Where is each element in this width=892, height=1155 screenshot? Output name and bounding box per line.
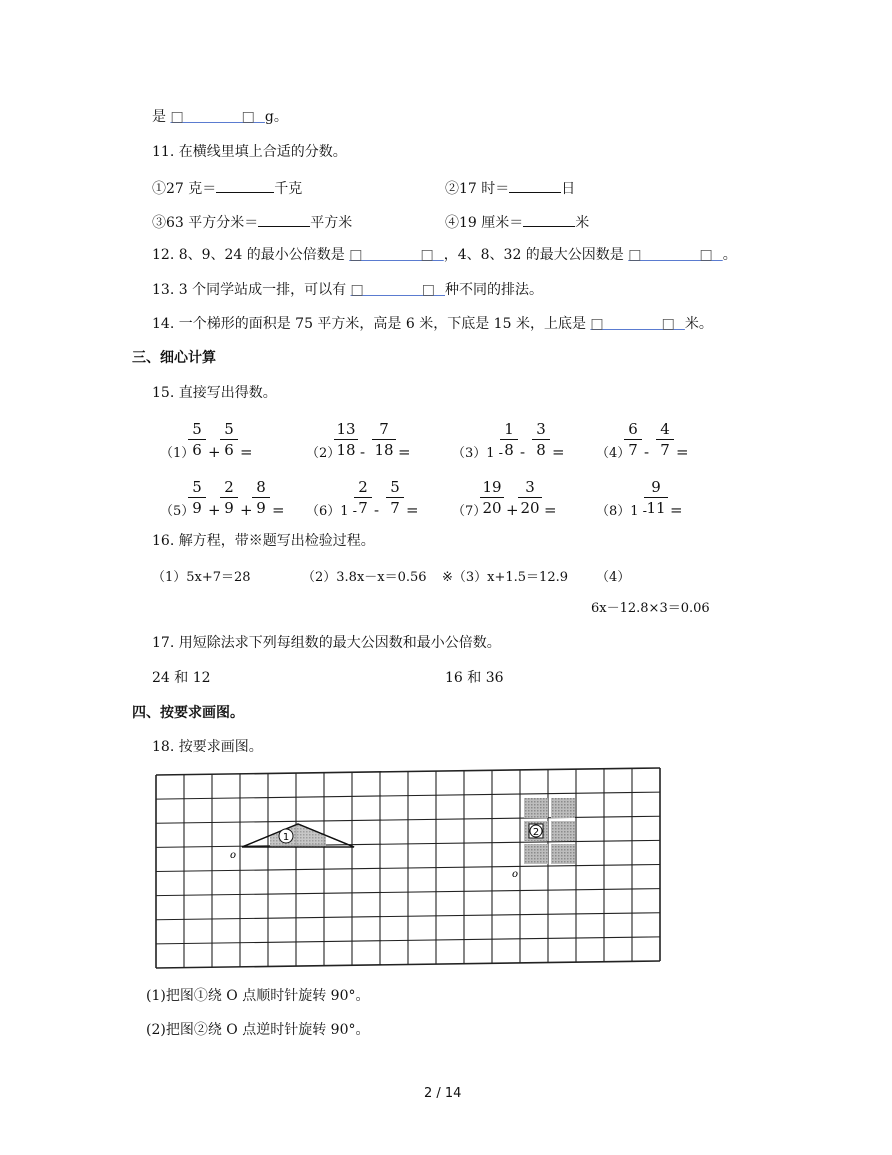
shape-2-cell xyxy=(551,844,575,864)
q16-eq-3: ※（3）x+1.5＝12.9 xyxy=(442,570,569,585)
fraction-denominator: 9 xyxy=(256,499,266,517)
q11-item-unit: 平方米 xyxy=(310,215,353,231)
equals-sign: = xyxy=(240,443,253,461)
q17-title: 17. 用短除法求下列每组数的最大公因数和最小公倍数。 xyxy=(152,635,501,651)
fraction-denominator: 18 xyxy=(336,441,356,459)
q11-item-unit: 千克 xyxy=(274,181,303,197)
q15-item-label: （7） xyxy=(452,504,487,519)
equals-sign: = xyxy=(544,501,557,519)
fraction-denominator: 7 xyxy=(358,499,368,517)
fraction-denominator: 9 xyxy=(192,499,202,517)
fraction-bar xyxy=(354,497,372,498)
equals-sign: = xyxy=(552,443,565,461)
q15-item-label: （2） xyxy=(306,446,341,461)
shape-2-cell xyxy=(524,798,548,818)
q11-item-4 xyxy=(445,212,589,232)
fraction-denominator: 8 xyxy=(536,441,546,459)
equals-sign: = xyxy=(676,443,689,461)
fraction-bar xyxy=(500,439,518,440)
q14-text-a: 14. 一个梯形的面积是 75 平方米，高是 6 米，下底是 15 米，上底是 xyxy=(152,316,586,332)
q15-item-label: （1） xyxy=(160,446,195,461)
fraction-numerator: 1 xyxy=(504,420,514,438)
operator: + xyxy=(208,443,221,461)
section-heading-4: 四、按要求画图。 xyxy=(132,705,244,721)
q14 xyxy=(152,315,713,333)
operator: + xyxy=(208,501,221,519)
q16-eq-2: （2）3.8x－x＝0.56 xyxy=(302,570,427,585)
q16-eq-4-label: （4） xyxy=(596,570,631,585)
shape-1-fill xyxy=(270,824,326,847)
fraction-numerator: 5 xyxy=(390,478,400,496)
answer-box[interactable]: □ □ xyxy=(349,247,444,263)
fraction-bar xyxy=(334,439,358,440)
fraction-denominator: 7 xyxy=(628,441,638,459)
q17-pair-a: 24 和 12 xyxy=(152,670,211,686)
answer-box[interactable]: □ □ xyxy=(170,109,265,125)
equals-sign: = xyxy=(406,501,419,519)
q12 xyxy=(152,246,737,264)
q11-title: 11. 在横线里填上合适的分数。 xyxy=(152,144,347,160)
operator: - xyxy=(520,443,526,461)
q13-text-a: 13. 3 个同学站成一排，可以有 xyxy=(152,282,347,298)
equals-sign: = xyxy=(670,501,683,519)
section-heading-3: 三、细心计算 xyxy=(132,350,216,366)
fraction-bar xyxy=(518,497,542,498)
shape-1-label: 1 xyxy=(282,832,290,843)
fraction-denominator: 9 xyxy=(224,499,234,517)
q15-item-label: （4） xyxy=(596,446,631,461)
operator: - xyxy=(374,501,380,519)
grid-figure xyxy=(150,765,666,971)
fraction-numerator: 19 xyxy=(482,478,502,496)
fraction-bar xyxy=(656,439,674,440)
fraction-bar xyxy=(386,497,404,498)
operator: - xyxy=(360,443,366,461)
q16-title: 16. 解方程，带※题写出检验过程。 xyxy=(152,533,375,549)
fraction-bar xyxy=(624,439,642,440)
q15-item-label: （3）1 - xyxy=(452,446,504,461)
q11-item-text: ①27 克＝ xyxy=(152,181,217,197)
q16-eq-1: （1）5x+7＝28 xyxy=(152,570,251,585)
fraction-bar xyxy=(188,439,206,440)
q11-item-text: ③63 平方分米＝ xyxy=(152,215,259,231)
q12-text-c: 。 xyxy=(722,247,737,263)
fraction-numerator: 6 xyxy=(628,420,638,438)
shape-2-cell xyxy=(551,821,575,841)
answer-blank[interactable] xyxy=(216,178,274,193)
answer-box[interactable]: □ □ xyxy=(628,247,723,263)
q16-eq-4: 6x－12.8×3＝0.06 xyxy=(591,601,710,616)
fraction-bar xyxy=(480,497,504,498)
answer-blank[interactable] xyxy=(258,212,310,227)
q13-text-b: 种不同的排法。 xyxy=(445,282,543,298)
fraction-numerator: 5 xyxy=(192,420,202,438)
fraction-denominator: 6 xyxy=(192,441,202,459)
shape-2-label: 2 xyxy=(532,827,540,838)
q18-instruction-1: (1)把图①绕 O 点顺时针旋转 90°。 xyxy=(146,988,370,1004)
fraction-denominator: 20 xyxy=(520,499,540,517)
fraction-numerator: 5 xyxy=(192,478,202,496)
shape-2-cell xyxy=(551,798,575,818)
fraction-numerator: 8 xyxy=(256,478,266,496)
answer-box[interactable]: □ □ xyxy=(590,316,685,332)
q15-item-label: （6）1 - xyxy=(306,504,358,519)
shape-2-cell xyxy=(524,844,548,864)
q11-item-3 xyxy=(152,212,352,232)
fraction-bar xyxy=(220,439,238,440)
equals-sign: = xyxy=(272,501,285,519)
q15-title: 15. 直接写出得数。 xyxy=(152,385,277,401)
fraction-numerator: 9 xyxy=(651,478,661,496)
q11-item-2 xyxy=(445,178,575,198)
fraction-numerator: 2 xyxy=(358,478,368,496)
fraction-denominator: 20 xyxy=(482,499,502,517)
fraction-numerator: 5 xyxy=(224,420,234,438)
fraction-denominator: 6 xyxy=(224,441,234,459)
fraction-numerator: 2 xyxy=(224,478,234,496)
fraction-denominator: 7 xyxy=(390,499,400,517)
q12-text-a: 12. 8、9、24 的最小公倍数是 xyxy=(152,247,345,263)
fraction-bar xyxy=(188,497,206,498)
operator: + xyxy=(240,501,253,519)
fraction-bar xyxy=(532,439,550,440)
fraction-bar xyxy=(220,497,238,498)
q13 xyxy=(152,281,543,299)
fraction-bar xyxy=(372,439,396,440)
q15-item-label: （5） xyxy=(160,504,195,519)
q11-item-unit: 米 xyxy=(575,215,590,231)
q11-item-text: ②17 时＝ xyxy=(445,181,510,197)
q10-suffix: g。 xyxy=(264,109,288,125)
q18-title: 18. 按要求画图。 xyxy=(152,739,263,755)
answer-blank[interactable] xyxy=(509,178,561,193)
q10-prefix: 是 xyxy=(152,109,166,125)
q15-item-label: （8）1 - xyxy=(596,504,648,519)
q14-text-b: 米。 xyxy=(684,316,713,332)
operator: + xyxy=(506,501,519,519)
q11-item-unit: 日 xyxy=(561,181,576,197)
fraction-numerator: 4 xyxy=(660,420,670,438)
operator: - xyxy=(644,443,650,461)
fraction-denominator: 7 xyxy=(660,441,670,459)
page-number: 2 / 14 xyxy=(424,1086,462,1101)
point-o-1: o xyxy=(230,850,237,861)
grid-lines xyxy=(156,768,660,968)
fraction-denominator: 11 xyxy=(646,499,666,517)
q17-pair-b: 16 和 36 xyxy=(445,670,504,686)
fraction-numerator: 7 xyxy=(379,420,389,438)
fraction-denominator: 8 xyxy=(504,441,514,459)
equals-sign: = xyxy=(398,443,411,461)
q11-item-text: ④19 厘米＝ xyxy=(445,215,524,231)
q11-item-1 xyxy=(152,178,302,198)
q12-text-b: ，4、8、32 的最大公因数是 xyxy=(443,247,624,263)
fraction-numerator: 3 xyxy=(536,420,546,438)
fraction-bar xyxy=(252,497,270,498)
q10-tail xyxy=(152,108,288,126)
fraction-numerator: 3 xyxy=(525,478,535,496)
answer-blank[interactable] xyxy=(523,212,575,227)
answer-box[interactable]: □ □ xyxy=(350,282,445,298)
fraction-denominator: 18 xyxy=(374,441,394,459)
fraction-numerator: 13 xyxy=(336,420,356,438)
point-o-2: o xyxy=(512,869,519,880)
q18-instruction-2: (2)把图②绕 O 点逆时针旋转 90°。 xyxy=(146,1022,370,1038)
fraction-bar xyxy=(644,497,668,498)
